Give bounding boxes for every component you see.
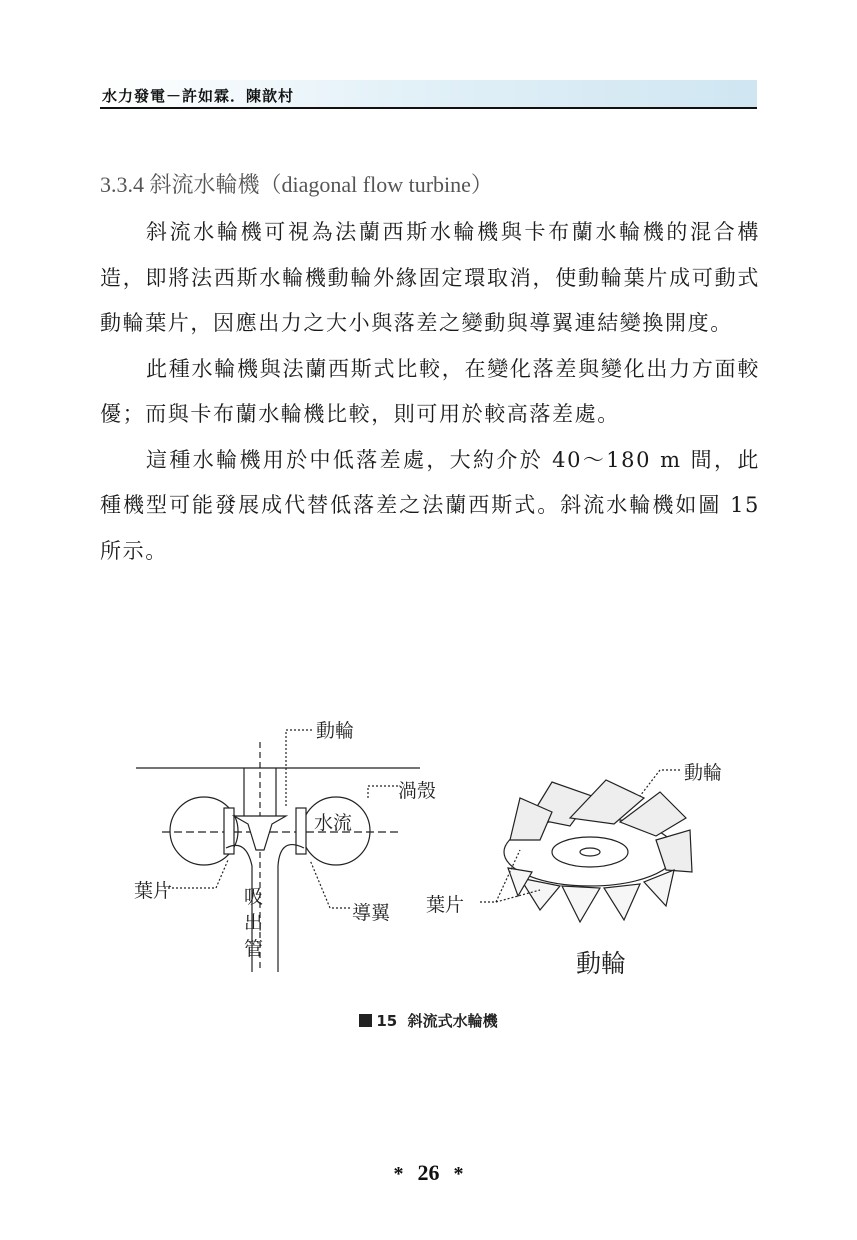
caption-number: 15 [376,1012,398,1030]
label-runner-top: 動輪 [316,720,355,742]
label-blade-right: 葉片 [426,894,465,916]
caption-text: 斜流式水輪機 [407,1012,498,1030]
body-text [100,210,760,574]
caption-square-icon [359,1014,372,1027]
paragraph-2: 此種水輪機與法蘭西斯式比較，在變化落差與變化出力方面較優；而與卡布蘭水輪機比較，則可用於較高落差處。 [100,356,760,426]
turbine-diagram [100,700,760,1000]
turbine-figure [100,700,760,1000]
running-title: 水力發電－許如霖．陳歆村 [102,87,295,105]
star-right-icon: * [453,1163,464,1185]
label-water-flow: 水流 [314,812,353,834]
runner-perspective [480,770,692,922]
label-runner-caption: 動輪 [576,949,627,978]
paragraph-3: 這種水輪機用於中低落差處，大約介於 40～180 m 間，此種機型可能發展成代替低落差之法蘭西斯式。斜流水輪機如圖 15 所示。 [100,447,760,563]
header-rule [100,107,757,109]
leader-guide-vane [310,860,350,908]
label-scroll-case: 渦殼 [398,780,437,802]
runner-hub [234,816,286,850]
figure-caption [0,1010,857,1031]
page-number: 26 [417,1160,440,1185]
label-blade-left: 葉片 [134,880,173,902]
star-left-icon: * [393,1163,404,1185]
runner-blade-9 [644,870,674,906]
paragraph-1: 斜流水輪機可視為法蘭西斯水輪機與卡布蘭水輪機的混合構造，即將法西斯水輪機動輪外緣固定環取消，使動輪葉片成可動式動輪葉片，因應出力之大小與落差之變動與導翼連結變換開度。 [100,220,760,335]
page-footer [0,1160,857,1186]
label-guide-vane: 導翼 [352,902,391,924]
runner-hub-top [552,837,628,867]
runner-blade-8 [604,884,640,920]
leader-runner-top [286,730,312,808]
runner-blade-5 [656,830,692,872]
section-heading: 3.3.4 斜流水輪機（diagonal flow turbine） [100,172,493,197]
label-runner-right: 動輪 [684,762,723,784]
label-draft-tube: 吸出管 [244,886,264,960]
draft-tube-right-wall [278,845,304,972]
leader-scroll-case [368,786,398,800]
runner-blade-7 [562,886,600,922]
